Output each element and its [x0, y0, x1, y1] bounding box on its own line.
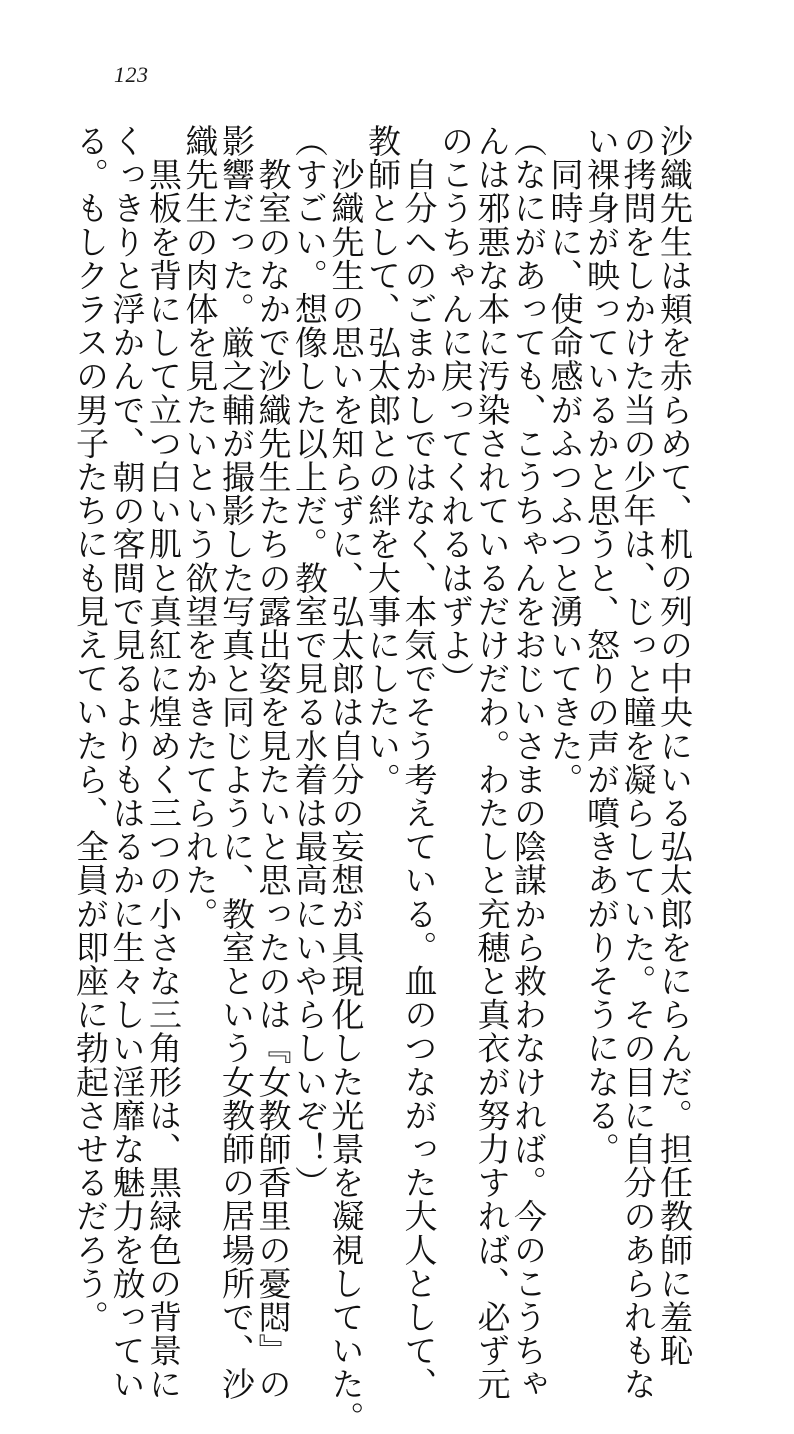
text-line: くっきりと浮かんで、朝の客間で見るよりもはるかに生々しい淫靡な魅力を放ってい — [107, 124, 147, 1401]
text-line: （すごい。想像した以上だ。教室で見る水着は最高にいやらしいぞ！） — [290, 124, 329, 1200]
text-line: 沙織先生の思いを知らずに、弘太郎は自分の妄想が具現化した光景を凝視していた。 — [326, 124, 366, 1434]
text-line: る。もしクラスの男子たちにも見えていたら、全員が即座に勃起させるだろう。 — [71, 124, 110, 1334]
text-line: 沙織先生は頬を赤らめて、机の列の中央にいる弘太郎をにらんだ。担任教師に羞恥 — [655, 124, 694, 1368]
text-line: の拷問をしかけた当の少年は、じっと瞳を凝らしていた。その目に自分のあられもな — [618, 124, 658, 1401]
text-line: （なにがあっても、こうちゃんをおじいさまの陰謀から救わなければ。今のこうちゃ — [509, 124, 548, 1401]
text-line: 自分へのごまかしではなく、本気でそう考えている。血のつながった大人として、 — [399, 124, 439, 1401]
text-line: んは邪悪な本に汚染されているだけだわ。わたしと充穂と真衣が努力すれば、必ず元 — [472, 124, 512, 1401]
text-line: 教室のなかで沙織先生たちの露出姿を見たいと思ったのは『女教師香里の憂悶』の — [253, 124, 293, 1401]
text-line: 織先生の肉体を見たいという欲望をかきたてられた。 — [180, 124, 220, 931]
text-line: い裸身が映っているかと思うと、怒りの声が噴きあがりそうになる。 — [582, 124, 621, 1166]
text-line: のこうちゃんに戻ってくれるはずよ） — [436, 124, 475, 696]
text-line: 黒板を背にして立つ白い肌と真紅に煌めく三つの小さな三角形は、黒緑色の背景に — [144, 124, 183, 1401]
text-line: 教師として、弘太郎との絆を大事にしたい。 — [363, 124, 402, 796]
text-line: 同時に、使命感がふつふつと湧いてきた。 — [545, 124, 585, 796]
page-number: 123 — [114, 62, 149, 87]
text-line: 影響だった。厳之輔が撮影した写真と同じように、教室という女教師の居場所で、沙 — [217, 124, 256, 1401]
vertical-text-body — [71, 124, 694, 1434]
